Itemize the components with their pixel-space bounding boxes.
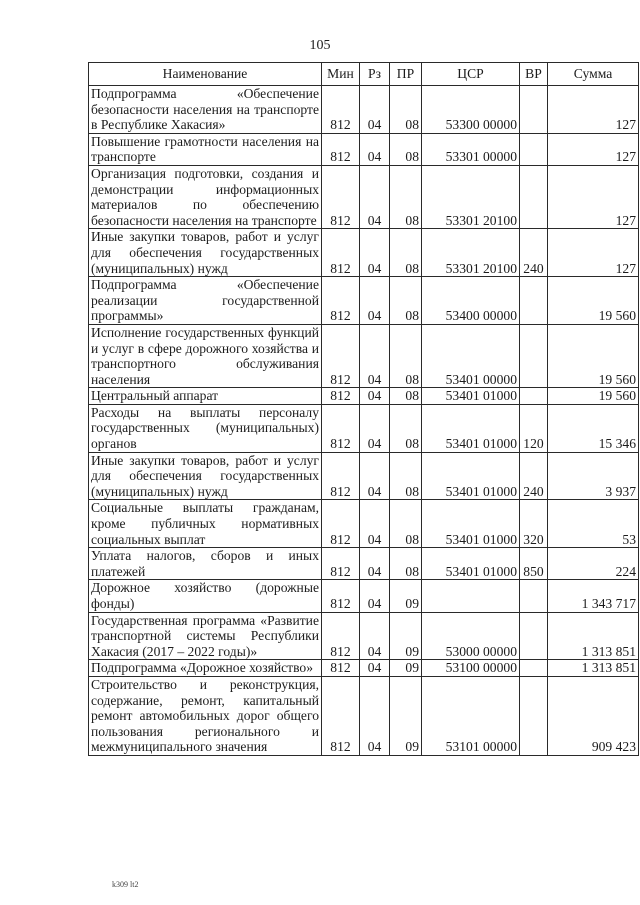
cell-pr: 08	[390, 86, 422, 134]
cell-min: 812	[322, 277, 360, 325]
cell-name: Исполнение государственных функций и услуг в сфере дорожного хозяйства и транспортного обслуживания населения	[89, 324, 322, 387]
cell-pr: 08	[390, 324, 422, 387]
cell-sum: 15 346	[548, 404, 639, 452]
cell-csr: 53000 00000	[422, 612, 520, 660]
table-row	[89, 452, 639, 500]
cell-sum: 19 560	[548, 277, 639, 325]
table-row	[89, 165, 639, 228]
cell-csr	[422, 580, 520, 612]
cell-rz: 04	[360, 133, 390, 165]
table-row	[89, 404, 639, 452]
table-row	[89, 86, 639, 134]
table-body	[89, 86, 639, 756]
header-vr: ВР	[520, 63, 548, 86]
cell-pr: 08	[390, 404, 422, 452]
cell-vr	[520, 612, 548, 660]
cell-vr: 320	[520, 500, 548, 548]
table-row	[89, 229, 639, 277]
cell-sum: 127	[548, 165, 639, 228]
table-row	[89, 388, 639, 405]
cell-vr	[520, 165, 548, 228]
cell-sum: 1 313 851	[548, 660, 639, 677]
cell-min: 812	[322, 86, 360, 134]
cell-min: 812	[322, 229, 360, 277]
cell-min: 812	[322, 676, 360, 755]
cell-csr: 53101 00000	[422, 676, 520, 755]
page-number: 105	[309, 38, 331, 53]
cell-pr: 08	[390, 229, 422, 277]
cell-name: Уплата налогов, сборов и иных платежей	[89, 548, 322, 580]
cell-pr: 08	[390, 133, 422, 165]
cell-rz: 04	[360, 165, 390, 228]
header-pr: ПР	[390, 63, 422, 86]
cell-name: Государственная программа «Развитие транспортной системы Республики Хакасия (2017 – 2022 годы)»	[89, 612, 322, 660]
cell-sum: 127	[548, 86, 639, 134]
cell-min: 812	[322, 324, 360, 387]
cell-sum: 19 560	[548, 324, 639, 387]
cell-vr	[520, 676, 548, 755]
cell-rz: 04	[360, 324, 390, 387]
cell-sum: 53	[548, 500, 639, 548]
cell-vr	[520, 388, 548, 405]
cell-rz: 04	[360, 229, 390, 277]
cell-csr: 53300 00000	[422, 86, 520, 134]
cell-sum: 127	[548, 229, 639, 277]
cell-csr: 53301 00000	[422, 133, 520, 165]
cell-pr: 08	[390, 500, 422, 548]
cell-pr: 08	[390, 277, 422, 325]
cell-name: Иные закупки товаров, работ и услуг для обеспечения государственных (муниципальных) нужд	[89, 452, 322, 500]
cell-name: Дорожное хозяйство (дорожные фонды)	[89, 580, 322, 612]
cell-vr	[520, 324, 548, 387]
cell-pr: 08	[390, 548, 422, 580]
cell-csr: 53400 00000	[422, 277, 520, 325]
cell-csr: 53100 00000	[422, 660, 520, 677]
cell-name: Строительство и реконструкция, содержание, ремонт, капитальный ремонт автомобильных дорог общего пользования регионального и межмуниципального значения	[89, 676, 322, 755]
cell-sum: 224	[548, 548, 639, 580]
cell-csr: 53401 01000	[422, 404, 520, 452]
cell-rz: 04	[360, 548, 390, 580]
cell-pr: 08	[390, 388, 422, 405]
cell-csr: 53301 20100	[422, 229, 520, 277]
table-row	[89, 660, 639, 677]
table-row	[89, 500, 639, 548]
budget-table	[88, 62, 639, 756]
cell-min: 812	[322, 452, 360, 500]
header-csr: ЦСР	[422, 63, 520, 86]
cell-sum: 1 343 717	[548, 580, 639, 612]
cell-name: Организация подготовки, создания и демонстрации информационных материалов по обеспечению безопасности населения на транспорте	[89, 165, 322, 228]
cell-csr: 53401 00000	[422, 324, 520, 387]
table-row	[89, 580, 639, 612]
header-name: Наименование	[89, 63, 322, 86]
cell-pr: 09	[390, 580, 422, 612]
cell-rz: 04	[360, 388, 390, 405]
cell-pr: 08	[390, 452, 422, 500]
cell-csr: 53401 01000	[422, 388, 520, 405]
cell-vr: 120	[520, 404, 548, 452]
cell-pr: 09	[390, 676, 422, 755]
cell-sum: 3 937	[548, 452, 639, 500]
table-row	[89, 324, 639, 387]
cell-min: 812	[322, 580, 360, 612]
cell-name: Подпрограмма «Обеспечение безопасности населения на транспорте в Республике Хакасия»	[89, 86, 322, 134]
cell-min: 812	[322, 165, 360, 228]
cell-sum: 1 313 851	[548, 612, 639, 660]
cell-rz: 04	[360, 612, 390, 660]
cell-min: 812	[322, 500, 360, 548]
cell-pr: 09	[390, 612, 422, 660]
cell-min: 812	[322, 612, 360, 660]
table-row	[89, 612, 639, 660]
cell-pr: 09	[390, 660, 422, 677]
cell-name: Повышение грамотности населения на транспорте	[89, 133, 322, 165]
table-row	[89, 277, 639, 325]
cell-rz: 04	[360, 277, 390, 325]
cell-vr: 240	[520, 229, 548, 277]
cell-min: 812	[322, 404, 360, 452]
cell-name: Подпрограмма «Обеспечение реализации государственной программы»	[89, 277, 322, 325]
cell-rz: 04	[360, 86, 390, 134]
cell-sum: 909 423	[548, 676, 639, 755]
cell-min: 812	[322, 388, 360, 405]
cell-name: Расходы на выплаты персоналу государственных (муниципальных) органов	[89, 404, 322, 452]
table-row	[89, 676, 639, 755]
cell-sum: 19 560	[548, 388, 639, 405]
cell-rz: 04	[360, 676, 390, 755]
cell-rz: 04	[360, 580, 390, 612]
cell-rz: 04	[360, 404, 390, 452]
table-header-row	[89, 63, 639, 86]
cell-vr: 850	[520, 548, 548, 580]
cell-vr	[520, 580, 548, 612]
cell-rz: 04	[360, 452, 390, 500]
cell-rz: 04	[360, 500, 390, 548]
cell-rz: 04	[360, 660, 390, 677]
header-sum: Сумма	[548, 63, 639, 86]
cell-vr	[520, 277, 548, 325]
cell-min: 812	[322, 660, 360, 677]
cell-vr	[520, 133, 548, 165]
cell-min: 812	[322, 548, 360, 580]
cell-csr: 53401 01000	[422, 500, 520, 548]
table-row	[89, 548, 639, 580]
cell-csr: 53301 20100	[422, 165, 520, 228]
header-rz: Рз	[360, 63, 390, 86]
footer-code: k309 lt2	[112, 880, 139, 889]
cell-vr: 240	[520, 452, 548, 500]
cell-csr: 53401 01000	[422, 548, 520, 580]
cell-name: Подпрограмма «Дорожное хозяйство»	[89, 660, 322, 677]
header-min: Мин	[322, 63, 360, 86]
cell-pr: 08	[390, 165, 422, 228]
cell-sum: 127	[548, 133, 639, 165]
cell-vr	[520, 86, 548, 134]
cell-vr	[520, 660, 548, 677]
table-row	[89, 133, 639, 165]
cell-name: Социальные выплаты гражданам, кроме публичных нормативных социальных выплат	[89, 500, 322, 548]
cell-name: Центральный аппарат	[89, 388, 322, 405]
cell-min: 812	[322, 133, 360, 165]
cell-name: Иные закупки товаров, работ и услуг для обеспечения государственных (муниципальных) нужд	[89, 229, 322, 277]
cell-csr: 53401 01000	[422, 452, 520, 500]
